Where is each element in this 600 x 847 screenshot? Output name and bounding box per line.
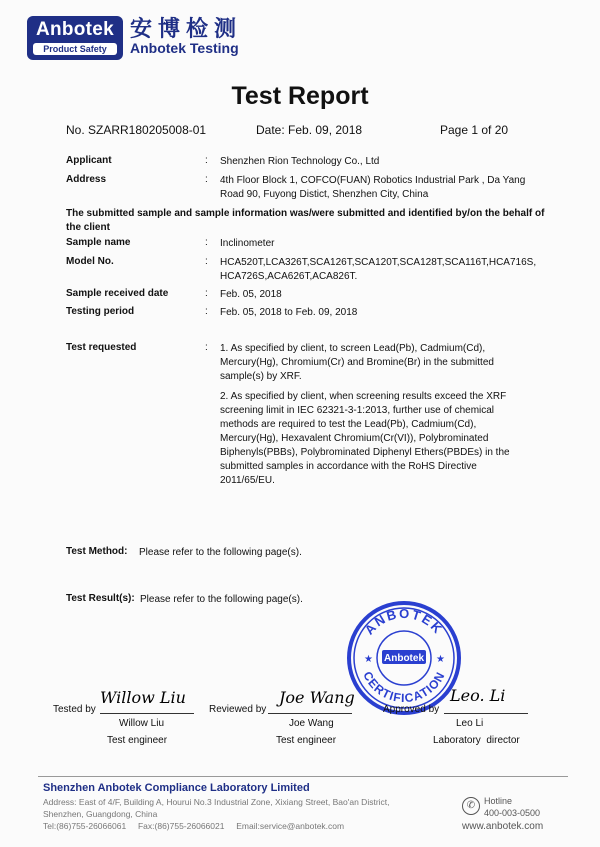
report-number: No. SZARR180205008-01 [66,123,207,137]
colon: : [205,288,208,299]
stamp-center-text: Anbotek [384,653,424,664]
test-method-value: Please refer to the following page(s). [139,547,302,558]
svg-text:★: ★ [436,654,445,665]
page-title: Test Report [231,82,369,110]
svg-text:★: ★ [364,654,373,665]
footer-lab-name: Shenzhen Anbotek Compliance Laboratory Limited [43,782,310,794]
test-method-label: Test Method: [66,546,128,557]
footer-address-line-2: Shenzhen, Guangdong, China [43,809,158,819]
address-label: Address [66,174,107,185]
tested-by-title: Test engineer [107,735,168,746]
reviewed-by-label: Reviewed by [209,704,267,715]
test-requested-item-1: 1. As specified by client, to screen Lead(Pb), Cadmium(Cd), Mercury(Hg), Chromium(Cr) and Bromine(Br) in the submitted sample(s) by XRF. [220,343,494,382]
colon: : [205,342,208,353]
tested-by-label: Tested by [53,704,96,715]
received-date-label: Sample received date [66,288,169,299]
approved-by-label: Approved by [383,704,440,715]
colon: : [205,237,208,248]
sample-name-value: Inclinometer [220,238,275,249]
colon: : [205,155,208,166]
report-date: Date: Feb. 09, 2018 [256,123,363,137]
phone-icon: ✆ [462,797,480,815]
testing-period-label: Testing period [66,306,135,317]
test-result-label: Test Result(s): [66,593,135,604]
reviewed-by-title: Test engineer [276,735,337,746]
test-requested-label: Test requested [66,342,137,353]
approved-by-name: Leo Li [456,718,484,729]
approved-by-signature: Leo. Li [450,686,506,705]
applicant-value: Shenzhen Rion Technology Co., Ltd [220,156,380,167]
stamp-bottom-text: CERTIFICATION [360,669,448,706]
colon: : [205,306,208,317]
stamp-top-text: ANBOTEK [361,605,447,638]
hotline-number: 400-003-0500 [484,808,541,818]
website-link[interactable]: www.anbotek.com [462,821,544,832]
submitted-statement: The submitted sample and sample information was/were submitted and identified by/on the behalf of the client [66,208,545,233]
testing-period-value: Feb. 05, 2018 to Feb. 09, 2018 [220,307,358,318]
page-number: Page 1 of 20 [440,123,509,137]
hotline-label: Hotline [484,796,513,806]
tested-by-signature: Willow Liu [100,688,186,707]
applicant-label: Applicant [66,155,112,166]
company-logo [27,16,123,60]
model-no-label: Model No. [66,256,114,267]
approved-by-title: Laboratory director [433,735,520,746]
reviewed-by-signature: Joe Wang [279,688,355,707]
sample-name-label: Sample name [66,237,131,248]
reviewed-by-name: Joe Wang [289,718,334,729]
footer-divider [38,776,568,777]
footer-contact: Tel:(86)755-26066061 Fax:(86)755-26066021 Email:service@anbotek.com [43,821,345,831]
address-value: 4th Floor Block 1, COFCO(FUAN) Robotics Industrial Park , Da Yang Road 90, Fuyong Distict, Shenzhen City, China [220,175,526,200]
test-requested-item-2: 2. As specified by client, when screening results exceed the XRF screening limit in IEC 62321-3-1:2013, further use of chemical methods are required to test the Lead(Pb), Cadmium(Cd), Mercury(Hg), Hexavalent Chromium(Cr(VI)), Polybrominated Biphenyls(PBBs), Polybrominated Diphenyl Ethers(PBDEs) in the submitted samples in accordance with the RoHS Directive 2011/65/EU. [220,391,510,486]
tested-by-name: Willow Liu [119,718,165,729]
model-no-value: HCA520T,LCA326T,SCA126T,SCA120T,SCA128T,SCA116T,HCA716S,HCA726S,ACA626T,ACA826T. [220,257,537,282]
colon: : [205,256,208,267]
brand-chinese: 安博检测 [130,16,243,41]
brand-english: Anbotek Testing [130,40,239,56]
signature-line [444,713,528,714]
logo-tagline: Product Safety [33,43,117,55]
colon: : [205,174,208,185]
received-date-value: Feb. 05, 2018 [220,289,282,300]
certification-stamp [346,600,462,716]
test-result-value: Please refer to the following page(s). [140,594,303,605]
logo-name: Anbotek [35,19,115,40]
signature-line [268,713,352,714]
footer-address-line-1: Address: East of 4/F, Building A, Hourui No.3 Industrial Zone, Xixiang Street, Bao'an District, [43,797,390,807]
signature-line [100,713,194,714]
